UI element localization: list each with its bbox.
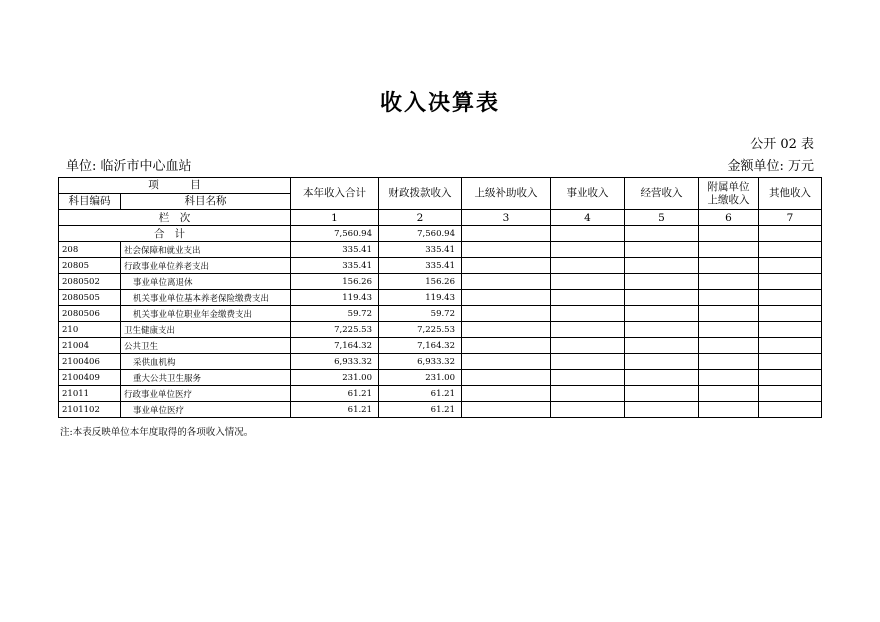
fiscal-income: 61.21 <box>379 386 462 402</box>
empty-cell <box>699 306 759 322</box>
subject-code: 2080502 <box>59 274 121 290</box>
total-income: 61.21 <box>291 402 379 418</box>
header-subsidy: 上级补助收入 <box>462 178 551 210</box>
currency-label: 金额单位: 万元 <box>727 159 814 174</box>
table-row <box>59 386 822 402</box>
income-table <box>58 177 822 418</box>
subject-name: 事业单位离退休 <box>121 274 291 290</box>
table-row <box>59 242 822 258</box>
fiscal-income: 231.00 <box>379 370 462 386</box>
empty-cell <box>462 290 551 306</box>
fiscal-income: 6,933.32 <box>379 354 462 370</box>
colno-1: 1 <box>291 210 379 226</box>
empty-cell <box>625 242 699 258</box>
total-income: 6,933.32 <box>291 354 379 370</box>
empty-cell <box>625 386 699 402</box>
header-fiscal: 财政拨款收入 <box>379 178 462 210</box>
empty-cell <box>759 226 822 242</box>
empty-cell <box>551 274 625 290</box>
empty-cell <box>462 402 551 418</box>
total-income: 119.43 <box>291 290 379 306</box>
subject-name: 机关事业单位基本养老保险缴费支出 <box>121 290 291 306</box>
empty-cell <box>551 306 625 322</box>
empty-cell <box>462 322 551 338</box>
subject-name: 事业单位医疗 <box>121 402 291 418</box>
subject-code: 2101102 <box>59 402 121 418</box>
header-name: 科目名称 <box>121 194 291 210</box>
fiscal-income: 7,164.32 <box>379 338 462 354</box>
empty-cell <box>625 306 699 322</box>
subject-code: 21011 <box>59 386 121 402</box>
table-row <box>59 370 822 386</box>
empty-cell <box>699 338 759 354</box>
empty-cell <box>759 322 822 338</box>
empty-cell <box>625 322 699 338</box>
subject-name: 卫生健康支出 <box>121 322 291 338</box>
empty-cell <box>625 258 699 274</box>
empty-cell <box>699 258 759 274</box>
page-title: 收入决算表 <box>379 90 500 116</box>
empty-cell <box>699 290 759 306</box>
table-row <box>59 322 822 338</box>
empty-cell <box>551 338 625 354</box>
subject-name: 机关事业单位职业年金缴费支出 <box>121 306 291 322</box>
empty-cell <box>462 306 551 322</box>
empty-cell <box>699 386 759 402</box>
colno-3: 3 <box>462 210 551 226</box>
unit-label: 单位: 临沂市中心血站 <box>66 159 192 174</box>
empty-cell <box>462 338 551 354</box>
fiscal-income: 7,225.53 <box>379 322 462 338</box>
fiscal-income: 119.43 <box>379 290 462 306</box>
header-affiliated-line2: 上缴收入 <box>707 193 750 206</box>
colno-7: 7 <box>759 210 822 226</box>
empty-cell <box>551 258 625 274</box>
total-income: 61.21 <box>291 386 379 402</box>
table-row <box>59 258 822 274</box>
colno-5: 5 <box>625 210 699 226</box>
empty-cell <box>759 402 822 418</box>
empty-cell <box>551 386 625 402</box>
total-income: 59.72 <box>291 306 379 322</box>
empty-cell <box>462 354 551 370</box>
empty-cell <box>699 370 759 386</box>
empty-cell <box>759 274 822 290</box>
header-item: 项 目 <box>59 178 291 194</box>
table-row <box>59 354 822 370</box>
empty-cell <box>759 306 822 322</box>
empty-cell <box>699 274 759 290</box>
subject-code: 20805 <box>59 258 121 274</box>
empty-cell <box>759 338 822 354</box>
header-affiliated-line1: 附属单位 <box>707 180 750 193</box>
total-income: 156.26 <box>291 274 379 290</box>
empty-cell <box>462 386 551 402</box>
subject-code: 2080505 <box>59 290 121 306</box>
empty-cell <box>625 354 699 370</box>
empty-cell <box>625 290 699 306</box>
subject-code: 21004 <box>59 338 121 354</box>
header-total: 本年收入合计 <box>291 178 379 210</box>
subject-name: 行政事业单位养老支出 <box>121 258 291 274</box>
table-row <box>59 274 822 290</box>
empty-cell <box>759 242 822 258</box>
empty-cell <box>699 242 759 258</box>
colno-6: 6 <box>699 210 759 226</box>
table-row <box>59 290 822 306</box>
fiscal-income: 61.21 <box>379 402 462 418</box>
total-sum: 7,560.94 <box>291 226 379 242</box>
empty-cell <box>625 274 699 290</box>
empty-cell <box>462 242 551 258</box>
empty-cell <box>551 226 625 242</box>
header-code: 科目编码 <box>59 194 121 210</box>
form-number: 公开 02 表 <box>750 137 814 152</box>
subject-name: 社会保障和就业支出 <box>121 242 291 258</box>
empty-cell <box>759 258 822 274</box>
empty-cell <box>699 402 759 418</box>
table-row <box>59 306 822 322</box>
header-affiliated <box>699 178 759 210</box>
fiscal-income: 156.26 <box>379 274 462 290</box>
header-operating: 经营收入 <box>625 178 699 210</box>
empty-cell <box>759 290 822 306</box>
empty-cell <box>551 370 625 386</box>
fiscal-income: 335.41 <box>379 258 462 274</box>
empty-cell <box>551 322 625 338</box>
fiscal-income: 59.72 <box>379 306 462 322</box>
subject-name: 公共卫生 <box>121 338 291 354</box>
colno-label: 栏 次 <box>59 210 291 226</box>
empty-cell <box>759 354 822 370</box>
subject-code: 210 <box>59 322 121 338</box>
empty-cell <box>625 338 699 354</box>
empty-cell <box>551 242 625 258</box>
fiscal-income: 335.41 <box>379 242 462 258</box>
subject-code: 2100409 <box>59 370 121 386</box>
empty-cell <box>551 290 625 306</box>
total-income: 7,164.32 <box>291 338 379 354</box>
subject-code: 2100406 <box>59 354 121 370</box>
empty-cell <box>625 226 699 242</box>
empty-cell <box>759 386 822 402</box>
total-income: 231.00 <box>291 370 379 386</box>
subject-name: 重大公共卫生服务 <box>121 370 291 386</box>
header-business: 事业收入 <box>551 178 625 210</box>
empty-cell <box>551 402 625 418</box>
empty-cell <box>759 370 822 386</box>
total-income: 7,225.53 <box>291 322 379 338</box>
empty-cell <box>699 354 759 370</box>
subject-code: 208 <box>59 242 121 258</box>
empty-cell <box>699 322 759 338</box>
empty-cell <box>462 370 551 386</box>
empty-cell <box>625 402 699 418</box>
empty-cell <box>551 354 625 370</box>
empty-cell <box>625 370 699 386</box>
footnote: 注:本表反映单位本年度取得的各项收入情况。 <box>60 427 254 438</box>
subject-code: 2080506 <box>59 306 121 322</box>
total-fiscal: 7,560.94 <box>379 226 462 242</box>
total-label: 合计 <box>59 226 291 242</box>
empty-cell <box>699 226 759 242</box>
total-income: 335.41 <box>291 242 379 258</box>
empty-cell <box>462 258 551 274</box>
table-row <box>59 338 822 354</box>
colno-4: 4 <box>551 210 625 226</box>
subject-name: 行政事业单位医疗 <box>121 386 291 402</box>
total-income: 335.41 <box>291 258 379 274</box>
subject-name: 采供血机构 <box>121 354 291 370</box>
colno-2: 2 <box>379 210 462 226</box>
header-other: 其他收入 <box>759 178 822 210</box>
table-row <box>59 402 822 418</box>
empty-cell <box>462 226 551 242</box>
empty-cell <box>462 274 551 290</box>
